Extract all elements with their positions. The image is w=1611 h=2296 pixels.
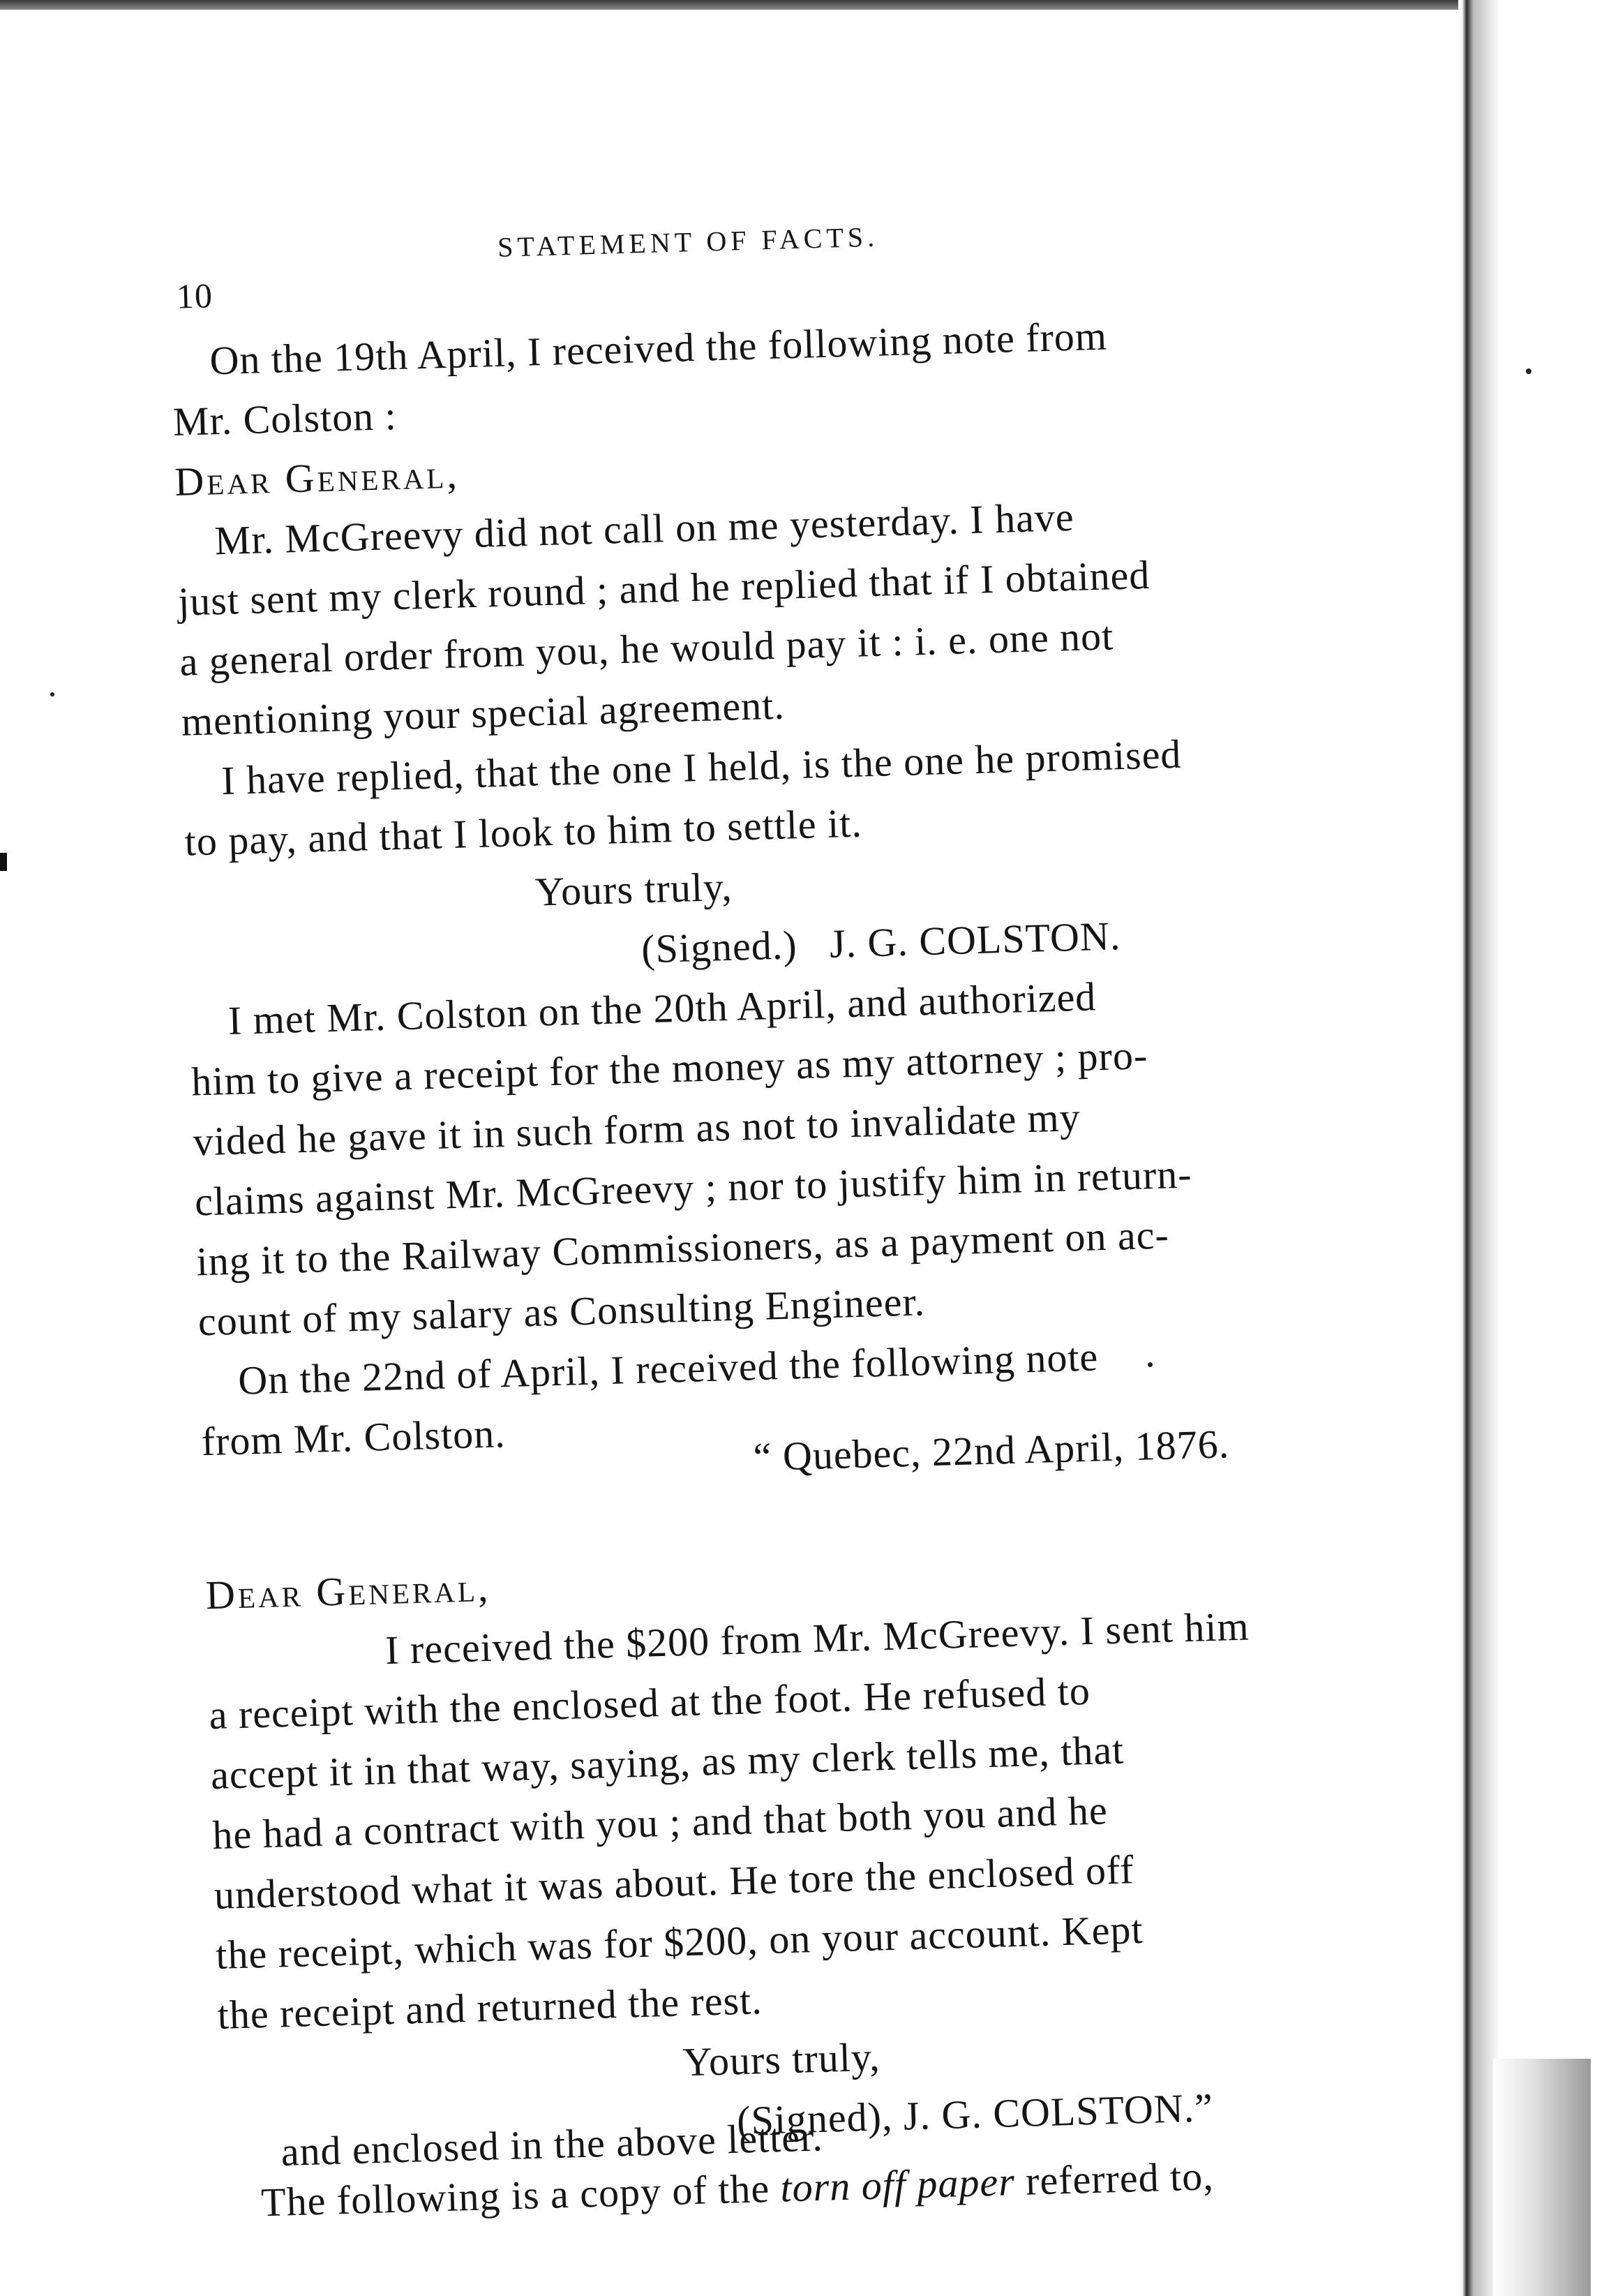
letter-line: a receipt with the enclosed at the foot. He refused to xyxy=(208,1667,1091,1738)
salutation: Dear General, xyxy=(174,451,460,505)
paragraph-line: I met Mr. Colston on the 20th April, and authorized xyxy=(227,974,1097,1044)
letter-line: Mr. McGreevy did not call on me yesterday. I have xyxy=(213,493,1075,564)
letter-line: he had a contract with you ; and that both you and he xyxy=(211,1787,1109,1858)
paragraph-line: vided he gave it in such form as not to invalidate my xyxy=(192,1094,1081,1165)
letter-line: the receipt, which was for $200, on your account. Kept xyxy=(215,1906,1144,1978)
letter-signature: (Signed), J. G. COLSTON.” xyxy=(736,2085,1214,2144)
paragraph-line: and enclosed in the above letter. xyxy=(280,2114,824,2175)
book-page xyxy=(167,191,1374,2246)
page-binding-shadow xyxy=(1493,2059,1591,2296)
paragraph-line: from Mr. Colston. xyxy=(200,1410,507,1465)
text-run: referred to, xyxy=(1014,2153,1215,2205)
running-title: STATEMENT OF FACTS. xyxy=(497,221,879,263)
paragraph-line: On the 22nd of April, I received the following note xyxy=(237,1334,1100,1403)
letter-line: a general order from you, he would pay it : i. e. one not xyxy=(179,613,1114,685)
letter-line: just sent my clerk round ; and he replied that if I obtained xyxy=(177,551,1151,625)
scan-top-edge xyxy=(0,0,1479,10)
page-number: 10 xyxy=(176,276,213,316)
letter-line: understood what it was about. He tore the enclosed off xyxy=(213,1847,1135,1918)
speck-left xyxy=(50,692,54,696)
letter-signature: (Signed.) J. G. COLSTON. xyxy=(640,913,1122,972)
paragraph-line: ing it to the Railway Commissioners, as a payment on ac- xyxy=(195,1212,1170,1285)
italic-text-run: torn off paper xyxy=(779,2159,1016,2211)
scan-left-mark xyxy=(0,853,7,871)
letter-closing: Yours truly, xyxy=(682,2034,881,2085)
letter-line: the receipt and returned the rest. xyxy=(216,1977,763,2038)
letter-line: to pay, and that I look to him to settle it. xyxy=(183,800,863,865)
paragraph-line: On the 19th April, I received the following note from xyxy=(209,313,1108,384)
paragraph-line: him to give a receipt for the money as my attorney ; pro- xyxy=(190,1032,1148,1105)
speck-right xyxy=(1526,368,1531,374)
text-run: The following is a copy of the xyxy=(260,2165,781,2226)
letter-dateline: “ Quebec, 22nd April, 1876. xyxy=(752,1421,1230,1480)
letter-closing: Yours truly, xyxy=(534,863,733,915)
letter-line: accept it in that way, saying, as my clerk tells me, that xyxy=(210,1727,1125,1798)
paragraph-line: claims against Mr. McGreevy ; nor to justify him in return- xyxy=(194,1151,1193,1225)
letter-line: mentioning your special agreement. xyxy=(181,682,786,745)
page-binding-edge xyxy=(1458,0,1611,2296)
letter-line: I have replied, that the one I held, is the one he promised xyxy=(220,731,1183,804)
paragraph-line: count of my salary as Consulting Engineer. xyxy=(197,1279,926,1345)
letter-line: I received the $200 from Mr. McGreevy. I sent him xyxy=(384,1603,1250,1673)
salutation: Dear General, xyxy=(205,1564,492,1618)
paragraph-line: Mr. Colston : xyxy=(172,392,398,445)
